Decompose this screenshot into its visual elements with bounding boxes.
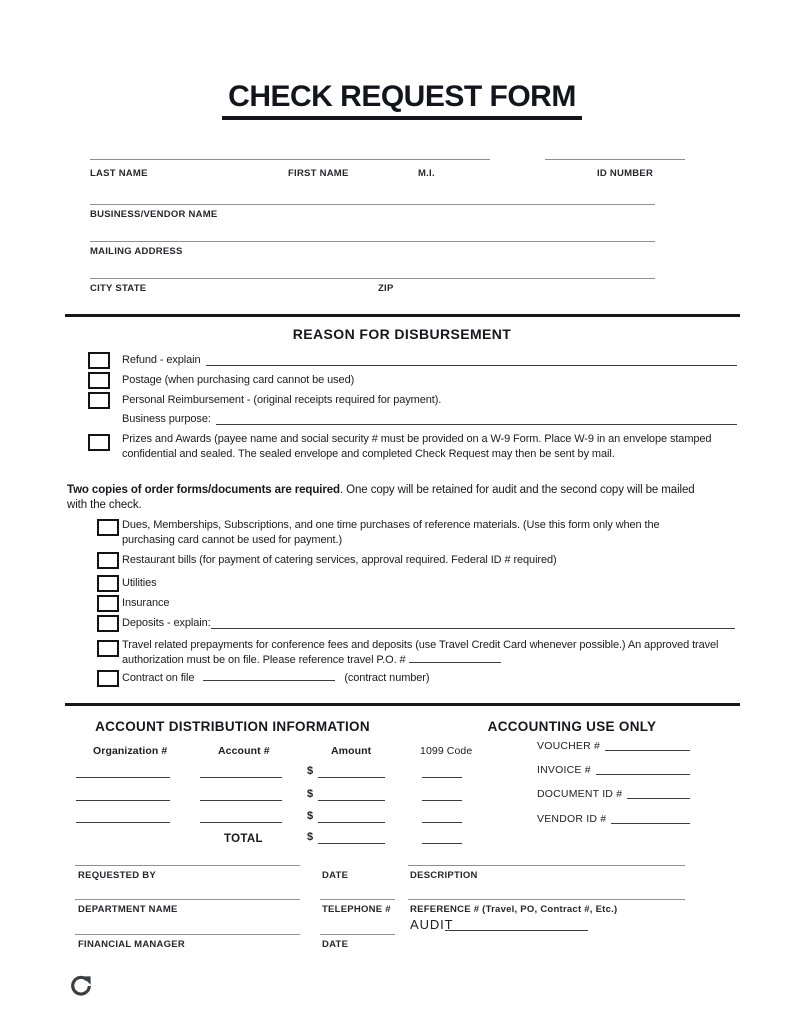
refund-explain-line[interactable] <box>206 355 737 366</box>
refresh-icon <box>69 986 93 1001</box>
date-approved-line[interactable] <box>320 934 395 935</box>
amount-dollar-1: $ <box>307 765 314 777</box>
department-name-line[interactable] <box>75 899 300 900</box>
deposits-item <box>122 616 735 631</box>
total-amount-line[interactable] <box>318 843 385 844</box>
department-name-label: DEPARTMENT NAME <box>78 904 178 915</box>
financial-manager-line[interactable] <box>75 934 300 935</box>
checkbox-dues[interactable] <box>97 519 119 536</box>
first-name-label: FIRST NAME <box>288 168 349 179</box>
two-copies-note-bold: Two copies of order forms/documents are required <box>67 484 340 496</box>
contract-label: Contract on file <box>122 672 195 684</box>
amount-col-header: Amount <box>331 745 372 757</box>
mailing-address-label: MAILING ADDRESS <box>90 246 183 257</box>
id-number-label: ID NUMBER <box>597 168 654 179</box>
section-divider-top <box>65 314 740 317</box>
two-copies-note-rest: . One copy will be retained for audit and the second copy will be mailed with the check. <box>67 484 695 511</box>
telephone-label: TELEPHONE # <box>322 904 391 915</box>
restaurant-label: Restaurant bills (for payment of catering services, approval required. Federal ID # required) <box>122 554 557 566</box>
vendor-id-field <box>537 813 690 825</box>
travel-item <box>122 638 740 668</box>
audit-label: AUDIT <box>410 917 454 932</box>
refund-item <box>122 353 737 368</box>
postage-label: Postage (when purchasing card cannot be used) <box>122 374 355 386</box>
requested-by-label: REQUESTED BY <box>78 870 156 881</box>
vendor-id-label: VENDOR ID # <box>537 813 607 825</box>
utilities-label: Utilities <box>122 577 157 589</box>
contract-number-line[interactable] <box>203 671 335 681</box>
code-1099-line-3[interactable] <box>422 822 462 823</box>
total-label: TOTAL <box>224 833 263 845</box>
code-1099-line-1[interactable] <box>422 777 462 778</box>
dues-item <box>122 518 684 548</box>
personal-reimbursement-label: Personal Reimbursement - (original receipts required for payment). <box>122 394 442 406</box>
vendor-id-line[interactable] <box>611 813 690 824</box>
total-dollar: $ <box>307 831 314 843</box>
id-number-line[interactable] <box>545 159 685 160</box>
travel-po-line[interactable] <box>409 653 501 663</box>
account-line-1[interactable] <box>200 777 282 778</box>
deposits-label: Deposits - explain: <box>122 617 211 629</box>
name-line[interactable] <box>90 159 490 160</box>
prizes-label: Prizes and Awards (payee name and social security # must be provided on a W-9 Form. Place W-9 in an envelope stamped confidential and sealed. The sealed envelope and completed Check Request may then be sent by mail. <box>122 433 712 460</box>
amount-line-1[interactable] <box>318 777 385 778</box>
mailing-address-line[interactable] <box>90 241 655 242</box>
description-line[interactable] <box>408 865 685 866</box>
document-id-field <box>537 788 690 800</box>
checkbox-prizes[interactable] <box>88 434 110 451</box>
personal-reimbursement-item <box>122 393 737 408</box>
telephone-line[interactable] <box>320 899 395 900</box>
amount-line-2[interactable] <box>318 800 385 801</box>
restaurant-item <box>122 553 737 568</box>
checkbox-travel[interactable] <box>97 640 119 657</box>
checkbox-refund[interactable] <box>88 352 110 369</box>
reference-label: REFERENCE # (Travel, PO, Contract #, Etc.) <box>410 904 618 915</box>
organization-col-header: Organization # <box>93 745 168 757</box>
voucher-field <box>537 740 690 752</box>
postage-item <box>122 373 737 388</box>
amount-dollar-3: $ <box>307 810 314 822</box>
business-purpose-item <box>122 412 737 427</box>
checkbox-contract[interactable] <box>97 670 119 687</box>
voucher-line[interactable] <box>605 740 690 751</box>
checkbox-restaurant[interactable] <box>97 552 119 569</box>
checkbox-postage[interactable] <box>88 372 110 389</box>
middle-initial-label: M.I. <box>418 168 435 179</box>
reference-line[interactable] <box>408 899 685 900</box>
business-vendor-line[interactable] <box>90 204 655 205</box>
refund-label: Refund - explain <box>122 354 201 366</box>
code-1099-col-header: 1099 Code <box>420 745 473 757</box>
dues-label: Dues, Memberships, Subscriptions, and one time purchases of reference materials. (Use this form only when the purchasing card cannot be used for payment.) <box>122 519 660 546</box>
reason-heading: REASON FOR DISBURSEMENT <box>292 326 512 342</box>
organization-line-2[interactable] <box>76 800 170 801</box>
zip-label: ZIP <box>378 283 394 294</box>
insurance-label: Insurance <box>122 597 170 609</box>
page-title-wrap <box>0 80 804 120</box>
page-title: CHECK REQUEST FORM <box>222 80 582 120</box>
deposits-explain-line[interactable] <box>211 618 735 629</box>
code-1099-line-2[interactable] <box>422 800 462 801</box>
two-copies-note <box>67 483 707 513</box>
business-purpose-label: Business purpose: <box>122 413 211 425</box>
amount-dollar-2: $ <box>307 788 314 800</box>
organization-line-1[interactable] <box>76 777 170 778</box>
contract-suffix-label: (contract number) <box>344 672 430 684</box>
document-id-line[interactable] <box>627 788 690 799</box>
account-line-2[interactable] <box>200 800 282 801</box>
accounting-heading: ACCOUNTING USE ONLY <box>487 719 657 734</box>
financial-manager-label: FINANCIAL MANAGER <box>78 939 185 950</box>
audit-line[interactable] <box>445 930 588 931</box>
date-requested-label: DATE <box>322 870 349 881</box>
total-code-1099-line[interactable] <box>422 843 462 844</box>
description-label: DESCRIPTION <box>410 870 478 881</box>
last-name-label: LAST NAME <box>90 168 148 179</box>
checkbox-utilities[interactable] <box>97 575 119 592</box>
business-purpose-line[interactable] <box>216 414 737 425</box>
checkbox-personal-reimbursement[interactable] <box>88 392 110 409</box>
voucher-label: VOUCHER # <box>537 740 601 752</box>
account-col-header: Account # <box>218 745 270 757</box>
distribution-heading: ACCOUNT DISTRIBUTION INFORMATION <box>95 719 370 734</box>
invoice-label: INVOICE # <box>537 764 591 776</box>
checkbox-insurance[interactable] <box>97 595 119 612</box>
travel-label: Travel related prepayments for conference fees and deposits (use Travel Credit Card whenever possible.) An approved travel authorization must be on file. Please reference travel P.O. # <box>122 639 719 666</box>
organization-line-3[interactable] <box>76 822 170 823</box>
insurance-item <box>122 596 737 611</box>
refresh-button[interactable] <box>68 974 94 1000</box>
invoice-field <box>537 764 690 776</box>
account-line-3[interactable] <box>200 822 282 823</box>
city-state-zip-line[interactable] <box>90 278 655 279</box>
amount-line-3[interactable] <box>318 822 385 823</box>
invoice-line[interactable] <box>596 764 690 775</box>
city-state-label: CITY STATE <box>90 283 147 294</box>
business-vendor-label: BUSINESS/VENDOR NAME <box>90 209 218 220</box>
contract-item <box>122 671 740 686</box>
document-id-label: DOCUMENT ID # <box>537 788 623 800</box>
section-divider-bottom <box>65 703 740 706</box>
utilities-item <box>122 576 737 591</box>
requested-by-line[interactable] <box>75 865 300 866</box>
checkbox-deposits[interactable] <box>97 615 119 632</box>
date-approved-label: DATE <box>322 939 349 950</box>
prizes-item <box>122 432 740 462</box>
